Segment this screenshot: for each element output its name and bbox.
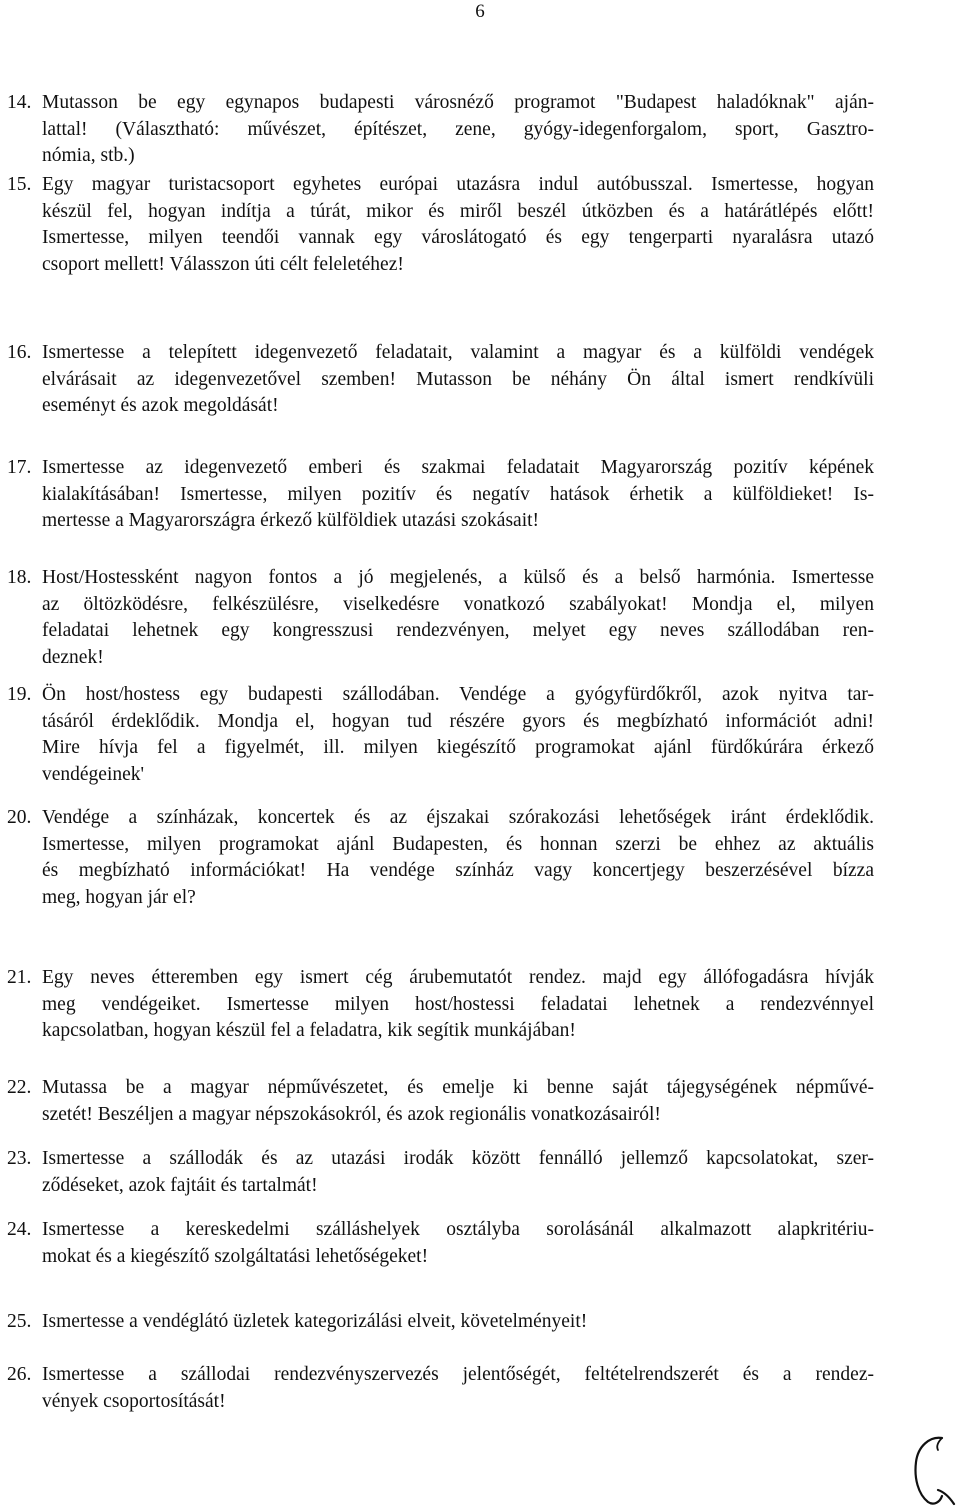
question-number: 26. xyxy=(7,1364,32,1385)
question-item xyxy=(0,90,960,170)
question-item xyxy=(0,965,960,1045)
question-number: 19. xyxy=(7,684,32,705)
question-text-line: készül fel, hogyan indítja a túrát, mikor és miről beszél útközben és a határátlépés előtt! xyxy=(42,200,874,222)
question-text-line: Egy neves étteremben egy ismert cég árubemutatót rendez. majd egy állófogadásra hívják xyxy=(42,967,874,988)
question-item xyxy=(0,455,960,535)
question-number: 20. xyxy=(7,807,32,828)
page-number: 6 xyxy=(475,1,485,22)
question-item xyxy=(0,1309,960,1336)
question-text-line: Ismertesse az idegenvezető emberi és szakmai feladatait Magyarország pozitív képének xyxy=(42,457,874,478)
question-item xyxy=(0,1217,960,1270)
question-text-line: vények csoportosítását! xyxy=(42,1390,226,1412)
question-number: 18. xyxy=(7,567,32,588)
question-number: 16. xyxy=(7,342,32,363)
question-number: 14. xyxy=(7,92,32,113)
question-text-line: Ismertesse a vendéglátó üzletek kategorizálási elveit, követelményeit! xyxy=(42,1311,588,1332)
question-text-line: Ismertesse a kereskedelmi szálláshelyek osztályba sorolásánál alkalmazott alapkritériu- xyxy=(42,1219,874,1240)
question-text-line: vendégeinek' xyxy=(42,763,145,785)
question-text-line: kapcsolatban, hogyan készül fel a feladatra, kik segítik munkájában! xyxy=(42,1020,576,1042)
question-number: 23. xyxy=(7,1148,32,1169)
handwritten-signature xyxy=(908,1432,956,1506)
question-number: 21. xyxy=(7,967,32,988)
question-text-line: Mutasson be egy egynapos budapesti városnéző programot "Budapest haladóknak" aján- xyxy=(42,92,874,113)
question-text-line: Ön host/hostess egy budapesti szállodában. Vendége a gyógyfürdőkről, azok nyitva tar- xyxy=(42,684,874,705)
question-text-line: eseményt és azok megoldását! xyxy=(42,395,279,417)
question-text-line: Ismertesse a szállodai rendezvényszervezés jelentőségét, feltételrendszerét és a rendez- xyxy=(42,1364,874,1385)
question-text-line: és megbízható információkat! Ha vendége színház vagy koncertjegy beszerzésével bízza xyxy=(42,860,874,882)
question-text-line: Mutassa be a magyar népművészetet, és emelje ki benne saját tájegységének népművé- xyxy=(42,1077,874,1098)
question-item xyxy=(0,1075,960,1128)
question-item xyxy=(0,172,960,278)
question-text-line: deznek! xyxy=(42,646,104,668)
question-text-line: kialakításában! Ismertesse, milyen pozitív és negatív hatások érhetik a külföldieket! Is- xyxy=(42,483,874,505)
question-text-line: Ismertesse a szállodák és az utazási irodák között fennálló jellemző kapcsolatokat, szer- xyxy=(42,1148,874,1169)
question-text-line: meg vendégeiket. Ismertesse milyen host/hostessi feladatai lehetnek a rendezvénnyel xyxy=(42,993,874,1015)
question-item xyxy=(0,565,960,671)
question-item xyxy=(0,805,960,911)
question-number: 22. xyxy=(7,1077,32,1098)
question-text-line: Ismertesse, milyen teendői vannak egy városlátogató és egy tengerparti nyaralásra utazó xyxy=(42,227,874,249)
question-text-line: Ismertesse a telepített idegenvezető feladatait, valamint a magyar és a külföldi vendégek xyxy=(42,342,874,363)
question-text-line: lattal! (Választható: művészet, építészet, zene, gyógy-idegenforgalom, sport, Gasztro- xyxy=(42,118,874,140)
question-item xyxy=(0,1146,960,1199)
question-text-line: elvárásait az idegenvezetővel szemben! Mutasson be néhány Ön által ismert rendkívüli xyxy=(42,368,874,390)
question-text-line: csoport mellett! Válasszon úti célt feleletéhez! xyxy=(42,253,404,275)
question-text-line: szetét! Beszéljen a magyar népszokásokról, és azok regionális vonatkozásairól! xyxy=(42,1103,661,1125)
question-text-line: Vendége a színházak, koncertek és az éjszakai szórakozási lehetőségek iránt érdeklődik. xyxy=(42,807,874,828)
question-text-line: ződéseket, azok fajtáit és tartalmát! xyxy=(42,1174,318,1196)
question-item xyxy=(0,1362,960,1415)
question-number: 17. xyxy=(7,457,32,478)
question-text-line: Ismertesse, milyen programokat ajánl Budapesten, és honnan szerzi be ehhez az aktuális xyxy=(42,833,874,855)
question-text-line: mertesse a Magyarországra érkező külföldiek utazási szokásait! xyxy=(42,510,540,532)
question-text-line: nómia, stb.) xyxy=(42,145,135,167)
question-number: 25. xyxy=(7,1311,32,1332)
question-text-line: mokat és a kiegészítő szolgáltatási lehetőségeket! xyxy=(42,1245,429,1267)
question-text-line: Egy magyar turistacsoport egyhetes európai utazásra indul autóbusszal. Ismertesse, hogyan xyxy=(42,174,874,195)
question-text-line: tásáról érdeklődik. Mondja el, hogyan tud részére gyors és megbízható információt adni! xyxy=(42,710,874,732)
question-text-line: az öltözködésre, felkészülésre, viselkedésre vonatkozó szabályokat! Mondja el, milyen xyxy=(42,593,874,615)
question-item xyxy=(0,340,960,420)
question-text-line: feladatai lehetnek egy kongresszusi rendezvényen, melyet egy neves szállodában ren- xyxy=(42,620,874,642)
question-item xyxy=(0,682,960,788)
question-number: 24. xyxy=(7,1219,32,1240)
question-text-line: Host/Hostessként nagyon fontos a jó megjelenés, a külső és a belső harmónia. Ismertesse xyxy=(42,567,874,588)
question-number: 15. xyxy=(7,174,32,195)
question-text-line: meg, hogyan jár el? xyxy=(42,886,196,908)
question-text-line: Mire hívja fel a figyelmét, ill. milyen kiegészítő programokat ajánl fürdőkúrára érkező xyxy=(42,737,874,759)
